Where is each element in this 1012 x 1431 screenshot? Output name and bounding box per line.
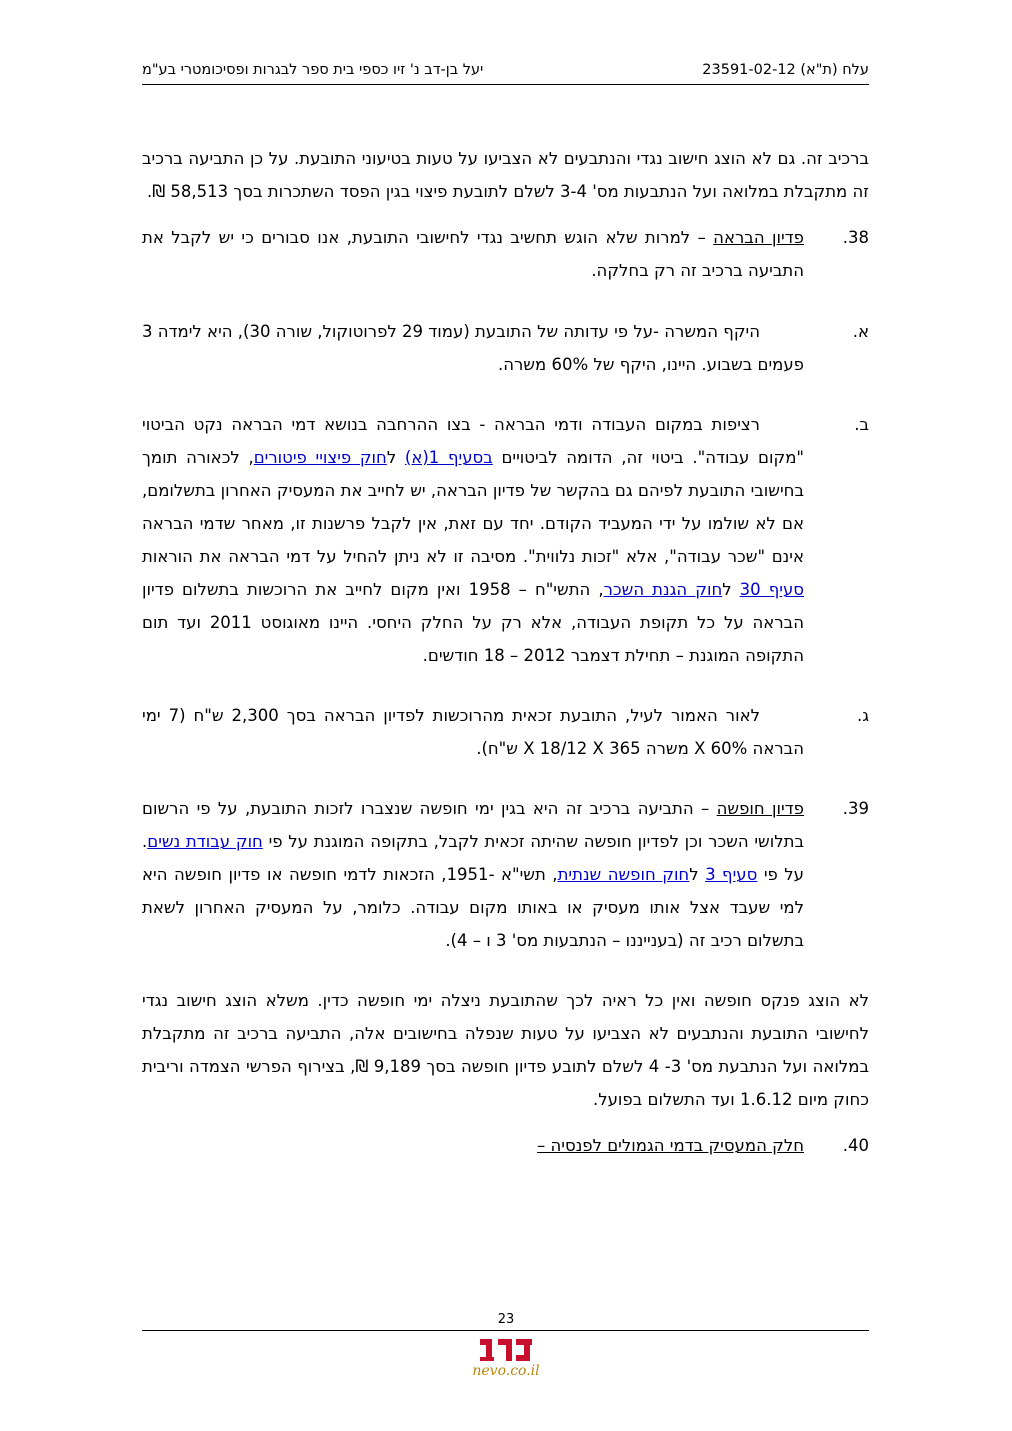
section-40-dash: – <box>537 1136 551 1155</box>
link-section-1a[interactable]: בסעיף 1(א) <box>404 448 493 467</box>
subsection-38b-text-3: , לכאורה תומך בחישובי התובעת לפיהם גם בהקשר של פדיון הבראה, יש לחייב את המעסיק האחרון בתשלומם, אם לא שולמו על ידי המעביד הקודם. יחד עם זאת, אין לקבל פרשנות זו, מאחר שדמי הבראה אינם "שכר עבודה", אלא "זכות נלווית". מסיבה זו לא ניתן להחיל על דמי הבראה את הוראות <box>142 448 804 566</box>
link-section-3[interactable]: סעיף 3 <box>705 865 758 884</box>
subsection-38b-text-1: רציפות במקום העבודה ודמי הבראה - בצו ההרחבה בנושא דמי הבראה נקט הביטוי "מקום עבודה". ביטוי זה, הדומה לביטויים <box>142 415 804 467</box>
header-divider <box>142 84 869 85</box>
footer-divider <box>142 1330 869 1331</box>
subsection-38b <box>142 408 869 672</box>
section-38-number: 38. <box>842 228 869 247</box>
nevo-logo <box>456 1333 556 1393</box>
section-39-number: 39. <box>842 799 869 818</box>
section-39-text-4: , תשי"א -1951, הזכאות לדמי חופשה או פדיון חופשה היא למי שעבד אצל אותו מעסיק או באותו מקום עבודה. כלומר, על המעסיק האחרון לשאת בתשלום רכיב זה (בענייננו – הנתבעות מס' 3 ו – 4). <box>142 865 804 950</box>
link-annual-leave-law[interactable]: חוק חופשה שנתית <box>557 865 690 884</box>
subsection-38b-letter: ב. <box>854 415 869 434</box>
page-number: 23 <box>497 1312 515 1327</box>
intro-paragraph <box>142 142 869 208</box>
subsection-38a <box>142 315 869 381</box>
section-38 <box>142 221 869 287</box>
subsection-38a-text: היקף המשרה -על פי עדותה של התובעת (עמוד 29 לפרוטוקול, שורה 30), היא לימדה 3 פעמים בשבוע. היינו, היקף של 60% משרה. <box>142 322 804 374</box>
case-parties: יעל בן-דב נ' זיו כספי בית ספר לבגרות ופסיכומטרי בע"מ <box>142 62 484 78</box>
section-39 <box>142 792 869 957</box>
page-header <box>142 62 869 84</box>
nevo-logo-mark-icon <box>478 1335 534 1365</box>
section-39-continuation <box>142 984 869 1116</box>
subsection-38c-letter: ג. <box>856 706 869 725</box>
subsection-38c-text: לאור האמור לעיל, התובעת זכאית מהרוכשות לפדיון הבראה בסך 2,300 ש"ח (7 ימי הבראה X 60% משרה X 18/12 X 365 ש"ח). <box>142 706 804 758</box>
section-40 <box>142 1129 869 1162</box>
subsection-38a-letter: א. <box>852 322 869 341</box>
section-39-text-1: – התביעה ברכיב זה היא בגין ימי חופשה שנצברו לזכות התובעת, על פי הרשום בתלושי השכר וכן לפדיון חופשה שהיתה זכאית לקבל, בתקופה המוגנת על פי <box>142 799 804 851</box>
subsection-38b-text-4: ל <box>722 580 740 599</box>
section-38-title: פדיון הבראה <box>713 228 804 247</box>
subsection-38b-text-5: , התשי"ח – 1958 ואין מקום לחייב את הרוכשות בתשלום פדיון הבראה על כל תקופת העבודה, אלא רק על החלק היחסי. היינו מאוגוסט 2011 ועד תום התקופה המוגנת – תחילת דצמבר 2012 – 18 חודשים. <box>142 580 804 665</box>
link-wage-protection-law[interactable]: חוק הגנת השכר <box>603 580 723 599</box>
section-40-title: חלק המעסיק בדמי הגמולים לפנסיה <box>550 1136 804 1155</box>
nevo-logo-text: nevo.co.il <box>472 1363 540 1379</box>
section-39-text-2: . על פי <box>142 832 804 884</box>
link-severance-pay-law[interactable]: חוק פיצויי פיטורים <box>253 448 387 467</box>
section-40-number: 40. <box>842 1136 869 1155</box>
intro-text: ברכיב זה. גם לא הוצג חישוב נגדי והנתבעים לא הצביעו על טעות בטיעוני התובעת. על כן התביעה ברכיב זה מתקבלת במלואה ועל הנתבעות מס' 3-4 לשלם לתובעת פיצוי בגין הפסד השתכרות בסך 58,513 ₪. <box>142 149 869 201</box>
subsection-38c <box>142 699 869 765</box>
section-39-text-3: ל <box>689 865 706 884</box>
link-women-employment-law[interactable]: חוק עבודת נשים <box>147 832 263 851</box>
case-number: עלח (ת"א) 23591-02-12 <box>702 62 869 78</box>
subsection-38b-text-2: ל <box>386 448 405 467</box>
document-body <box>142 142 869 1162</box>
link-section-30[interactable]: סעיף 30 <box>739 580 805 599</box>
section-39-title: פדיון חופשה <box>716 799 804 818</box>
section-38-text: – למרות שלא הוגש תחשיב נגדי לחישובי התובעת, אנו סבורים כי יש לקבל את התביעה ברכיב זה רק בחלקה. <box>142 228 804 280</box>
section-39-continuation-text: לא הוצג פנקס חופשה ואין כל ראיה לכך שהתובעת ניצלה ימי חופשה כדין. משלא הוצג חישוב נגדי לחישובי התובעת והנתבעים לא הצביעו על טעות שנפלה בחישובים אלה, התביעה ברכיב זה מתקבלת במלואה ועל הנתבעת מס' 3- 4 לשלם לתובע פדיון חופשה בסך 9,189 ₪, בצירוף הפרשי הצמדה וריבית כחוק מיום 1.6.12 ועד התשלום בפועל. <box>142 991 869 1109</box>
